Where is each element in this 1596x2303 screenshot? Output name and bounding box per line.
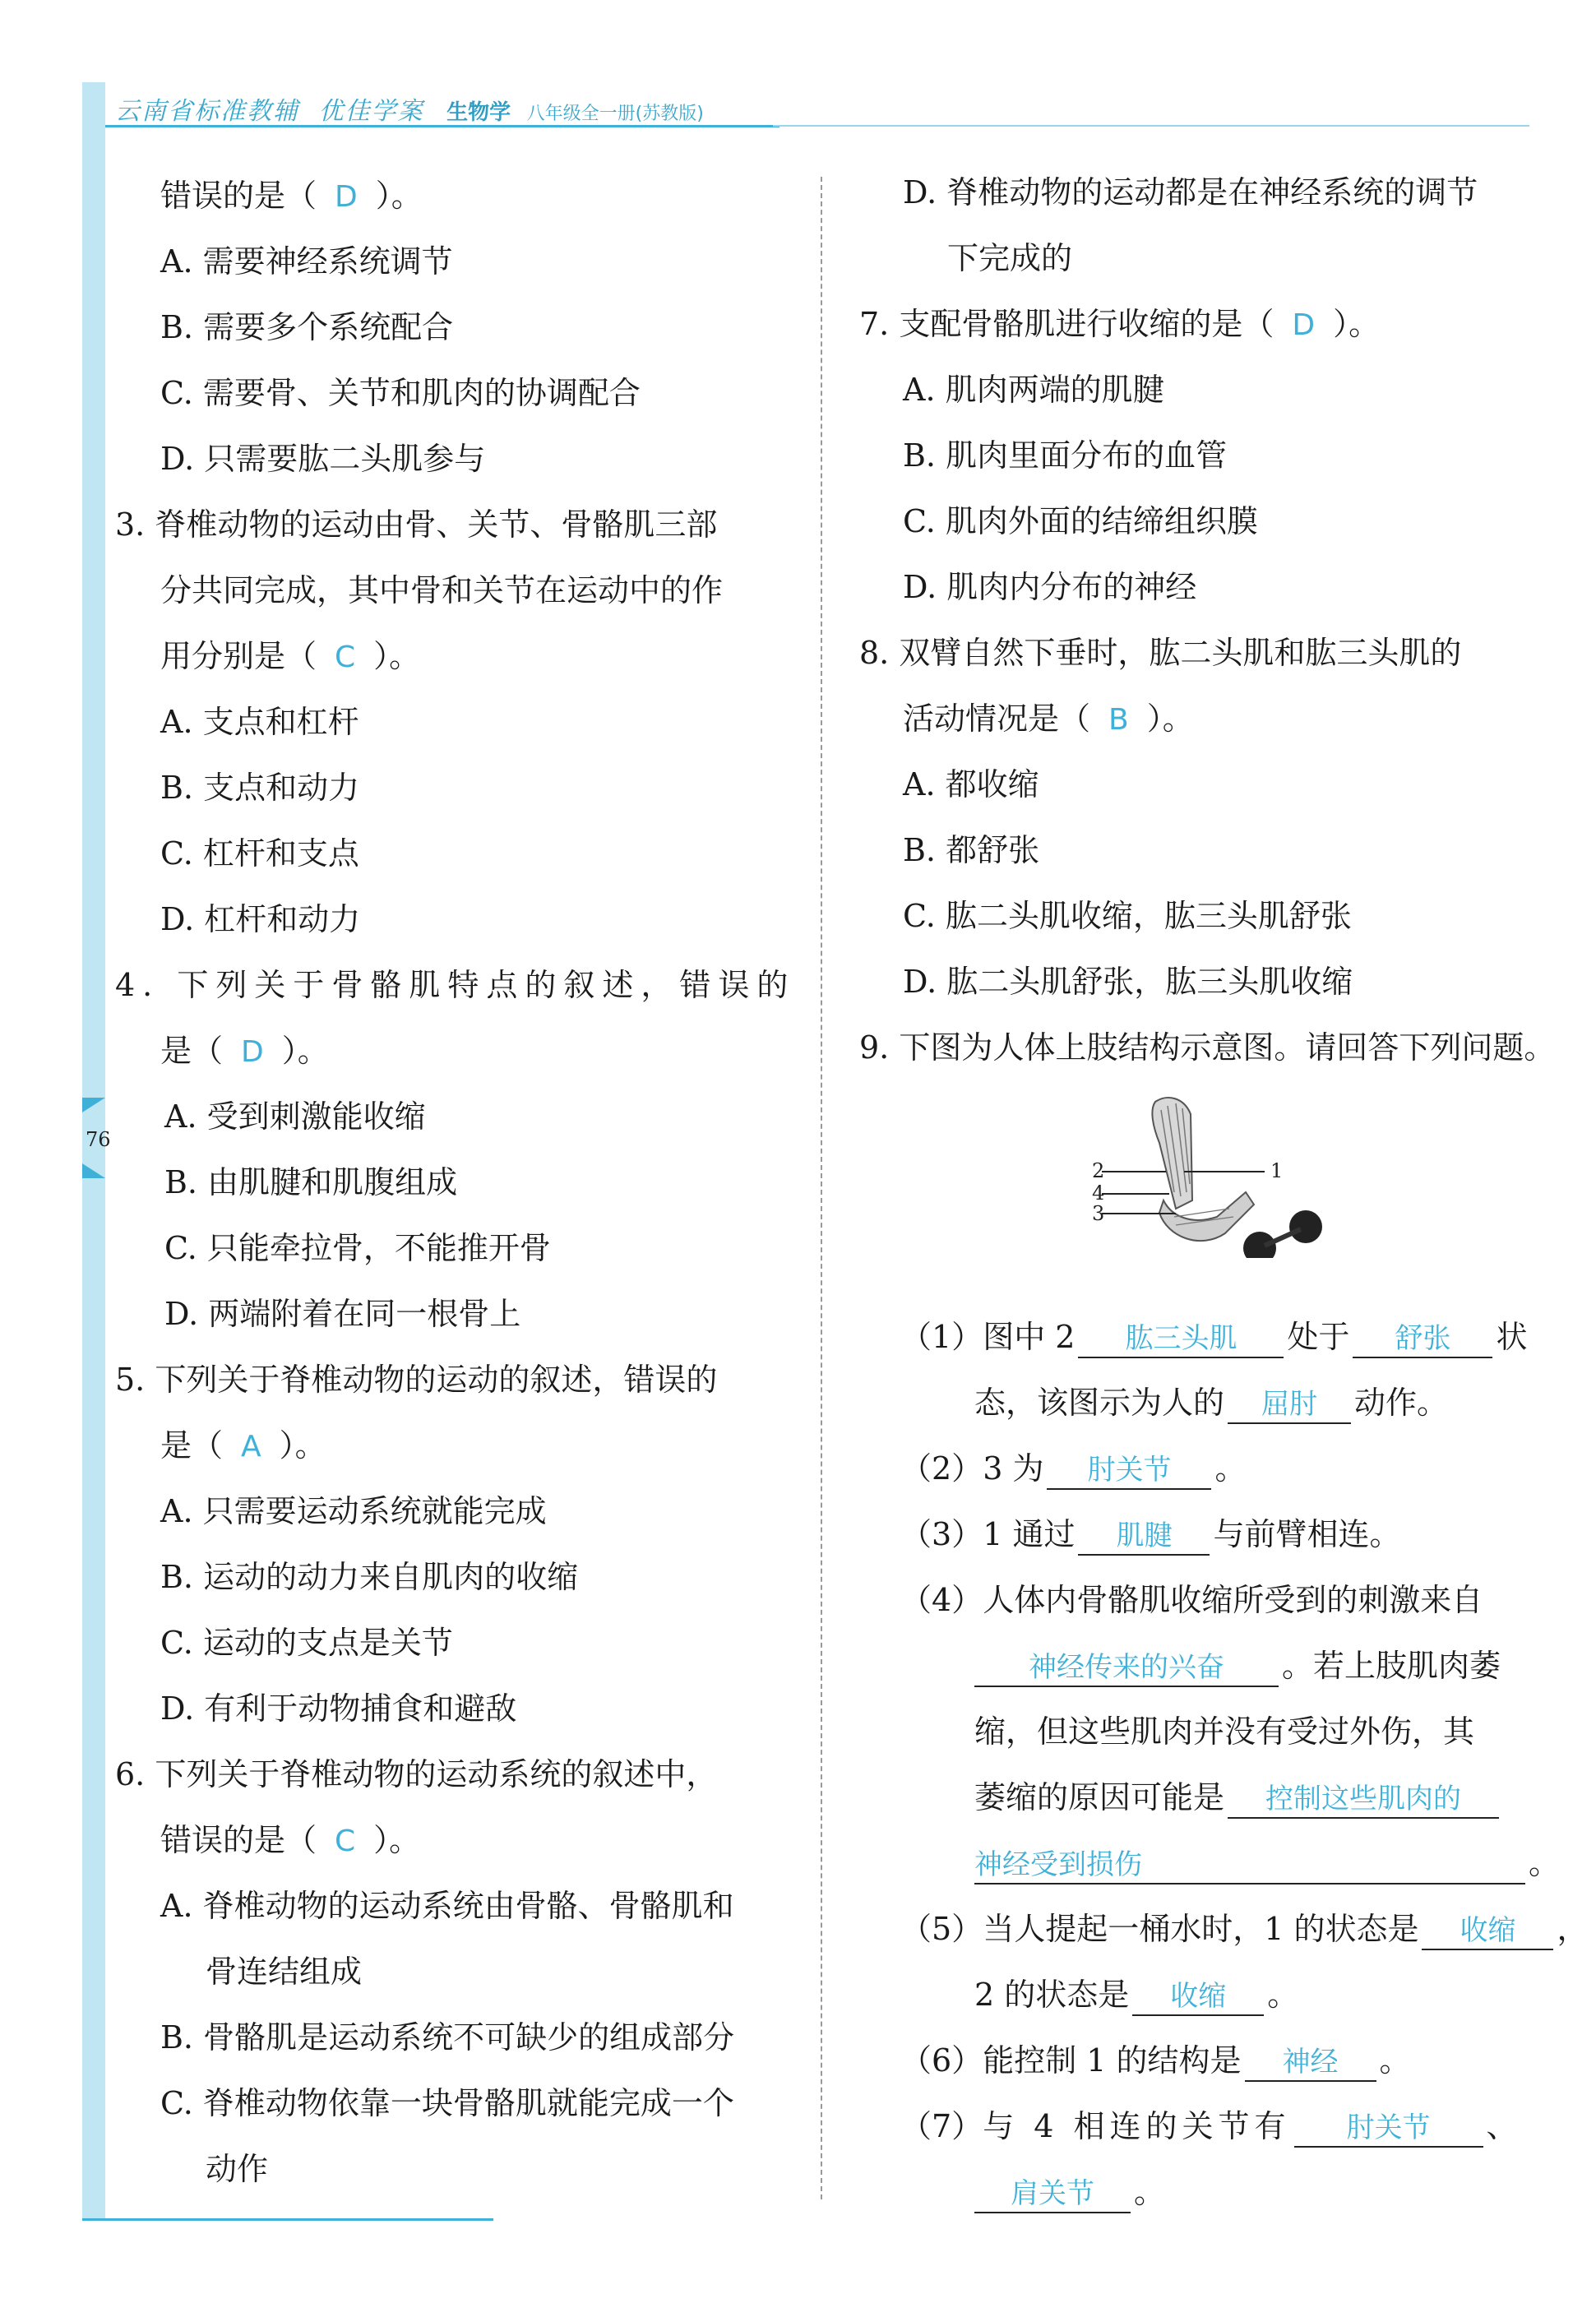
q6-option-d-line1: D. 脊椎动物的运动都是在神经系统的调节 <box>903 174 1478 210</box>
q9-sub5-line2: 2 的状态是 收缩 。 <box>974 1973 1298 2016</box>
q9-sub4-line1: （4）人体内骨骼肌收缩所受到的刺激来自 <box>900 1582 1483 1618</box>
q2-option-c: C. 需要骨、关节和肌肉的协调配合 <box>160 375 641 411</box>
page-number: 76 <box>86 1128 111 1151</box>
q4-answer: D <box>241 1035 264 1069</box>
q9-sub7-line2: 肩关节 。 <box>974 2171 1165 2213</box>
q5-option-b: B. 运动的动力来自肌肉的收缩 <box>160 1559 579 1595</box>
q7-option-b: B. 肌肉里面分布的血管 <box>903 437 1228 474</box>
q8-line2: 活动情况是（ B ）。 <box>903 701 1194 737</box>
header-brand: 云南省标准教辅 <box>115 97 299 126</box>
q4-option-d: D. 两端附着在同一根骨上 <box>164 1296 521 1332</box>
q9-sub7-answer1: 肘关节 <box>1294 2110 1483 2148</box>
q9-sub4-answer2: 控制这些肌肉的 <box>1228 1781 1499 1819</box>
q2-option-a: A. 需要神经系统调节 <box>160 243 453 280</box>
q8-line1: 8. 双臂自然下垂时，肱二头肌和肱三头肌的 <box>859 635 1462 671</box>
q5-option-c: C. 运动的支点是关节 <box>160 1625 453 1661</box>
q3-option-b: B. 支点和动力 <box>160 770 360 806</box>
q4-line2: 是（ D ）。 <box>160 1033 329 1069</box>
q9-sub4-answer3: 神经受到损伤 <box>974 1847 1525 1884</box>
q2-answer: D <box>335 180 358 214</box>
q9-sub6-answer: 神经 <box>1245 2044 1376 2082</box>
figure-label-4: 4 <box>1092 1182 1105 1205</box>
q9-sub1-answer3: 屈肘 <box>1228 1386 1351 1424</box>
q3-answer: C <box>335 640 356 674</box>
q6-option-c-line1: C. 脊椎动物依靠一块骨骼肌就能完成一个 <box>160 2085 734 2121</box>
q3-option-c: C. 杠杆和支点 <box>160 835 359 872</box>
q9-sub4-line2: 神经传来的兴奋 。若上肢肌肉萎 <box>974 1644 1501 1687</box>
arm-diagram <box>1077 1094 1332 1258</box>
header-title <box>115 90 704 127</box>
q9-sub3-answer: 肌腱 <box>1078 1518 1210 1556</box>
q4-option-c: C. 只能牵拉骨，不能推开骨 <box>164 1230 551 1266</box>
q3-option-d: D. 杠杆和动力 <box>160 901 361 937</box>
q6-option-b: B. 骨骼肌是运动系统不可缺少的组成部分 <box>160 2019 735 2056</box>
q9-sub3: （3）1 通过 肌腱 与前臂相连。 <box>900 1513 1400 1556</box>
q7-answer: D <box>1292 308 1316 342</box>
header-series: 优佳学案 <box>318 97 424 126</box>
dumbbell-weight-right <box>1289 1210 1322 1243</box>
q2-option-b: B. 需要多个系统配合 <box>160 309 454 345</box>
bottom-rule <box>82 2218 493 2221</box>
figure-label-2: 2 <box>1092 1159 1105 1182</box>
q4-option-b: B. 由肌腱和肌腹组成 <box>164 1164 458 1200</box>
q8-option-a: A. 都收缩 <box>903 766 1039 802</box>
header-subject: 生物学 <box>446 100 511 125</box>
q8-answer: B <box>1108 703 1129 737</box>
q9-sub4-line3: 缩，但这些肌肉并没有受过外伤，其 <box>974 1713 1475 1750</box>
q4-option-a: A. 受到刺激能收缩 <box>164 1098 426 1135</box>
q9-sub5-answer1: 收缩 <box>1422 1912 1553 1950</box>
q9-sub4-line5: 神经受到损伤 。 <box>974 1842 1560 1884</box>
q9-sub7-answer2: 肩关节 <box>974 2176 1131 2213</box>
q7-option-c: C. 肌肉外面的结缔组织膜 <box>903 503 1258 539</box>
q5-answer: A <box>241 1430 261 1464</box>
q6-option-a-line2: 骨连结组成 <box>206 1954 363 1990</box>
q9-sub1-line2: 态，该图示为人的 屈肘 动作。 <box>974 1381 1448 1424</box>
header-rule <box>773 125 1529 127</box>
q9-sub5-line1: （5）当人提起一桶水时，1 的状态是 收缩 ， <box>900 1908 1588 1950</box>
q7-option-d: D. 肌肉内分布的神经 <box>903 569 1197 605</box>
q5-line2: 是（ A ）。 <box>160 1427 326 1464</box>
q8-option-d: D. 肱二头肌舒张，肱三头肌收缩 <box>903 964 1353 1000</box>
column-divider <box>821 177 822 2199</box>
q9-sub1-answer2: 舒张 <box>1353 1320 1492 1358</box>
q9-sub1-answer1: 肱三头肌 <box>1078 1320 1284 1358</box>
q8-option-c: C. 肱二头肌收缩，肱三头肌舒张 <box>903 898 1352 934</box>
q5-option-a: A. 只需要运动系统就能完成 <box>160 1493 547 1529</box>
q3-line3: 用分别是（ C ）。 <box>160 638 421 674</box>
q2-stem: 错误的是（ D ）。 <box>160 178 423 214</box>
q6-line1: 6. 下列关于脊椎动物的运动系统的叙述中， <box>115 1756 718 1792</box>
q2-option-d: D. 只需要肱二头肌参与 <box>160 441 486 477</box>
q6-line2: 错误的是（ C ）。 <box>160 1822 421 1858</box>
q9-sub6: （6）能控制 1 的结构是 神经 。 <box>900 2039 1411 2082</box>
q9-sub2: （2）3 为 肘关节 。 <box>900 1447 1246 1490</box>
q3-option-a: A. 支点和杠杆 <box>160 704 359 740</box>
figure-label-3: 3 <box>1092 1202 1105 1225</box>
header-grade: 八年级全一册(苏教版) <box>526 104 704 124</box>
q9-sub4-line4: 萎缩的原因可能是 控制这些肌肉的 <box>974 1776 1502 1819</box>
q9-sub7-line1: （7）与 4 相连的关节有 肘关节 、 <box>900 2105 1518 2148</box>
figure-label-1: 1 <box>1270 1159 1284 1182</box>
q7-option-a: A. 肌肉两端的肌腱 <box>903 372 1164 408</box>
q9-sub5-answer2: 收缩 <box>1132 1978 1264 2016</box>
q6-answer: C <box>335 1824 356 1858</box>
q9-sub1-line1: （1）图中 2 肱三头肌 处于 舒张 状 <box>900 1316 1527 1358</box>
sidebar-notch-top <box>82 1098 105 1112</box>
q5-line1: 5. 下列关于脊椎动物的运动的叙述，错误的 <box>115 1362 718 1398</box>
q6-option-d-line2: 下完成的 <box>947 240 1073 276</box>
q3-line2: 分共同完成，其中骨和关节在运动中的作 <box>160 572 724 608</box>
q4-line1: 4. 下列关于骨骼肌特点的叙述，错误的 <box>115 967 796 1003</box>
q9-sub2-answer: 肘关节 <box>1047 1452 1211 1490</box>
q9-sub4-answer1: 神经传来的兴奋 <box>974 1649 1279 1687</box>
sidebar-notch-bottom <box>82 1163 105 1178</box>
q8-option-b: B. 都舒张 <box>903 832 1040 868</box>
q9-stem: 9. 下图为人体上肢结构示意图。请回答下列问题。 <box>859 1029 1556 1066</box>
q7-stem: 7. 支配骨骼肌进行收缩的是（ D ）。 <box>859 306 1381 342</box>
q3-line1: 3. 脊椎动物的运动由骨、关节、骨骼肌三部 <box>115 506 718 543</box>
q6-option-a-line1: A. 脊椎动物的运动系统由骨骼、骨骼肌和 <box>160 1888 734 1924</box>
q6-option-c-line2: 动作 <box>206 2151 269 2187</box>
q5-option-d: D. 有利于动物捕食和避敌 <box>160 1690 517 1727</box>
sidebar-strip <box>82 82 105 2220</box>
